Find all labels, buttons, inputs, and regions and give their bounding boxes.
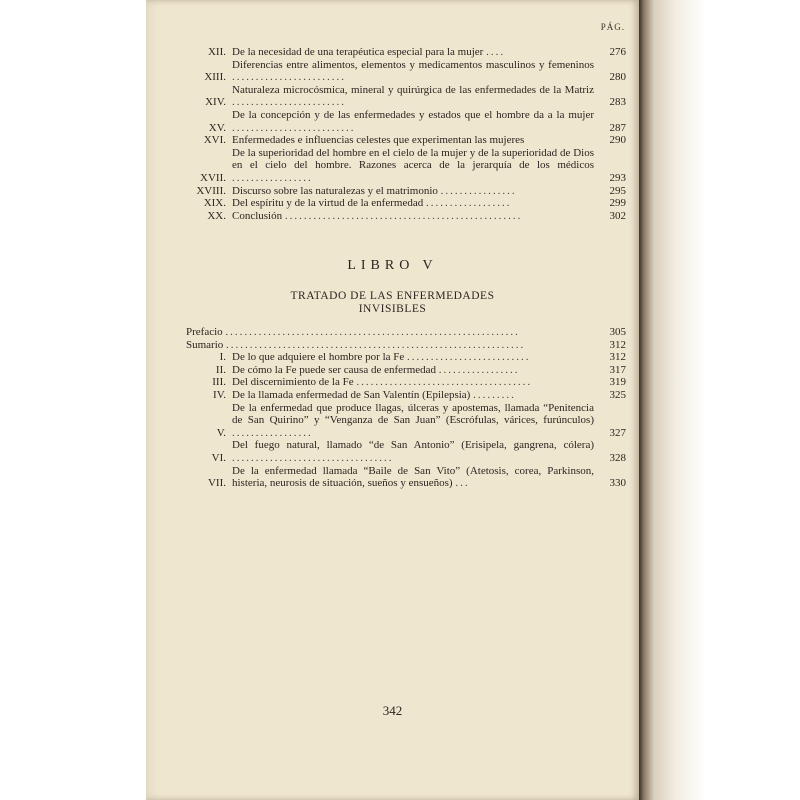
chapter-number: XV.: [208, 121, 226, 134]
page-number: 283: [609, 96, 626, 109]
chapter-title: De lo que adquiere el hombre por la Fe ..........................: [232, 351, 531, 364]
chapter-number: VII.: [207, 477, 226, 490]
chapter-title: De la superioridad del hombre en el cielo de la mujer y de la superioridad de Dios en el cielo del hombre. Razones acerca de la jerarquía de los médicos .................: [232, 146, 594, 184]
chapter-number: XX.: [207, 209, 226, 222]
toc-entry: [186, 376, 626, 389]
chapter-title: De la necesidad de una terapéutica especial para la mujer ....: [232, 46, 506, 58]
page-number: 319: [609, 376, 626, 389]
toc-entry: [186, 351, 626, 364]
toc-entry: [186, 147, 626, 185]
chapter-title: De la enfermedad que produce llagas, úlceras y apostemas, llamada “Penitencia de San Quirino” y “Venganza de San Juan” (Escrófulas, várices, furúnculos) .................: [232, 401, 594, 439]
chapter-number: XVI.: [203, 134, 226, 147]
book-edge-shadow: [636, 0, 800, 800]
chapter-number: IV.: [213, 388, 226, 401]
chapter-number: VI.: [211, 451, 226, 464]
chapter-number: XVIII.: [196, 184, 226, 197]
page-number: 276: [609, 46, 626, 58]
chapter-number: III.: [212, 376, 226, 389]
chapter-title: Del espíritu y de la virtud de la enfermedad ..................: [232, 197, 512, 210]
page-number: 317: [609, 363, 626, 376]
toc-bottom-list: [186, 326, 626, 490]
toc-entry: [186, 46, 626, 59]
chapter-number: XIII.: [204, 71, 226, 84]
treatise-heading-line1: TRATADO DE LAS ENFERMEDADES: [290, 290, 495, 302]
chapter-title: De cómo la Fe puede ser causa de enfermedad .................: [232, 363, 520, 376]
toc-entry: [186, 210, 626, 223]
toc-entry: [186, 134, 626, 147]
page-number: 312: [609, 338, 626, 351]
treatise-heading: [146, 290, 639, 316]
chapter-title: Conclusión ..................................................: [232, 209, 523, 222]
chapter-title: De la enfermedad llamada “Baile de San Vito” (Atetosis, corea, Parkinson, histeria, neurosis de situación, sueños y ensueños) ...: [232, 464, 594, 490]
toc-entry: [186, 389, 626, 402]
page-number: 305: [609, 326, 626, 338]
folio-number: 342: [382, 703, 403, 718]
toc-entry: [186, 197, 626, 210]
front-matter-title: Prefacio ..............................................................: [186, 326, 520, 338]
toc-entry-front: [186, 326, 626, 339]
chapter-number: II.: [215, 363, 226, 376]
page-number: 293: [609, 171, 626, 184]
book-page: [146, 0, 639, 800]
treatise-heading-line2: INVISIBLES: [358, 303, 427, 315]
page-number: 328: [609, 451, 626, 464]
chapter-number: XVII.: [200, 171, 226, 184]
chapter-number: XII.: [207, 46, 226, 58]
chapter-number: V.: [216, 426, 226, 439]
chapter-title: Del fuego natural, llamado “de San Antonio” (Erisipela, gangrena, cólera) ..................................: [232, 439, 594, 464]
toc-entry: [186, 59, 626, 84]
toc-entry-front: [186, 339, 626, 352]
page-number: 327: [609, 426, 626, 439]
page-number: 330: [609, 477, 626, 490]
toc-entry: [186, 84, 626, 109]
page-number: 325: [609, 388, 626, 401]
chapter-title: Discurso sobre las naturalezas y el matrimonio ................: [232, 184, 517, 197]
toc-entry: [186, 402, 626, 440]
toc-entry: [186, 364, 626, 377]
page-number: 280: [609, 71, 626, 84]
toc-entry: [186, 465, 626, 490]
chapter-title: Naturaleza microcósmica, mineral y quirúrgica de las enfermedades de la Matriz ........................: [232, 83, 594, 109]
page-column-label: PÁG.: [600, 22, 625, 32]
page-number: 290: [609, 134, 626, 147]
chapter-number: XIV.: [205, 96, 226, 109]
page-number: 287: [609, 121, 626, 134]
chapter-number: XIX.: [203, 197, 226, 210]
chapter-title: De la llamada enfermedad de San Valentín (Epilepsia) .........: [232, 388, 516, 401]
chapter-title: De la concepción y de las enfermedades y estados que el hombre da a la mujer ..........................: [232, 108, 594, 134]
chapter-title: Diferencias entre alimentos, elementos y medicamentos masculinos y femeninos ........................: [232, 58, 594, 84]
chapter-number: I.: [219, 351, 226, 364]
toc-entry: [186, 439, 626, 464]
page-number: 295: [609, 184, 626, 197]
toc-top-list: [186, 46, 626, 222]
front-matter-title: Sumario ...............................................................: [186, 338, 526, 351]
toc-entry: [186, 109, 626, 134]
toc-entry: [186, 185, 626, 198]
page-number: 299: [609, 197, 626, 210]
chapter-title: Del discernimiento de la Fe .....................................: [232, 376, 533, 389]
page-number: 302: [609, 209, 626, 222]
chapter-title: Enfermedades e influencias celestes que experimentan las mujeres: [232, 134, 525, 147]
book-heading: LIBRO V: [347, 258, 438, 273]
page-number: 312: [609, 351, 626, 364]
